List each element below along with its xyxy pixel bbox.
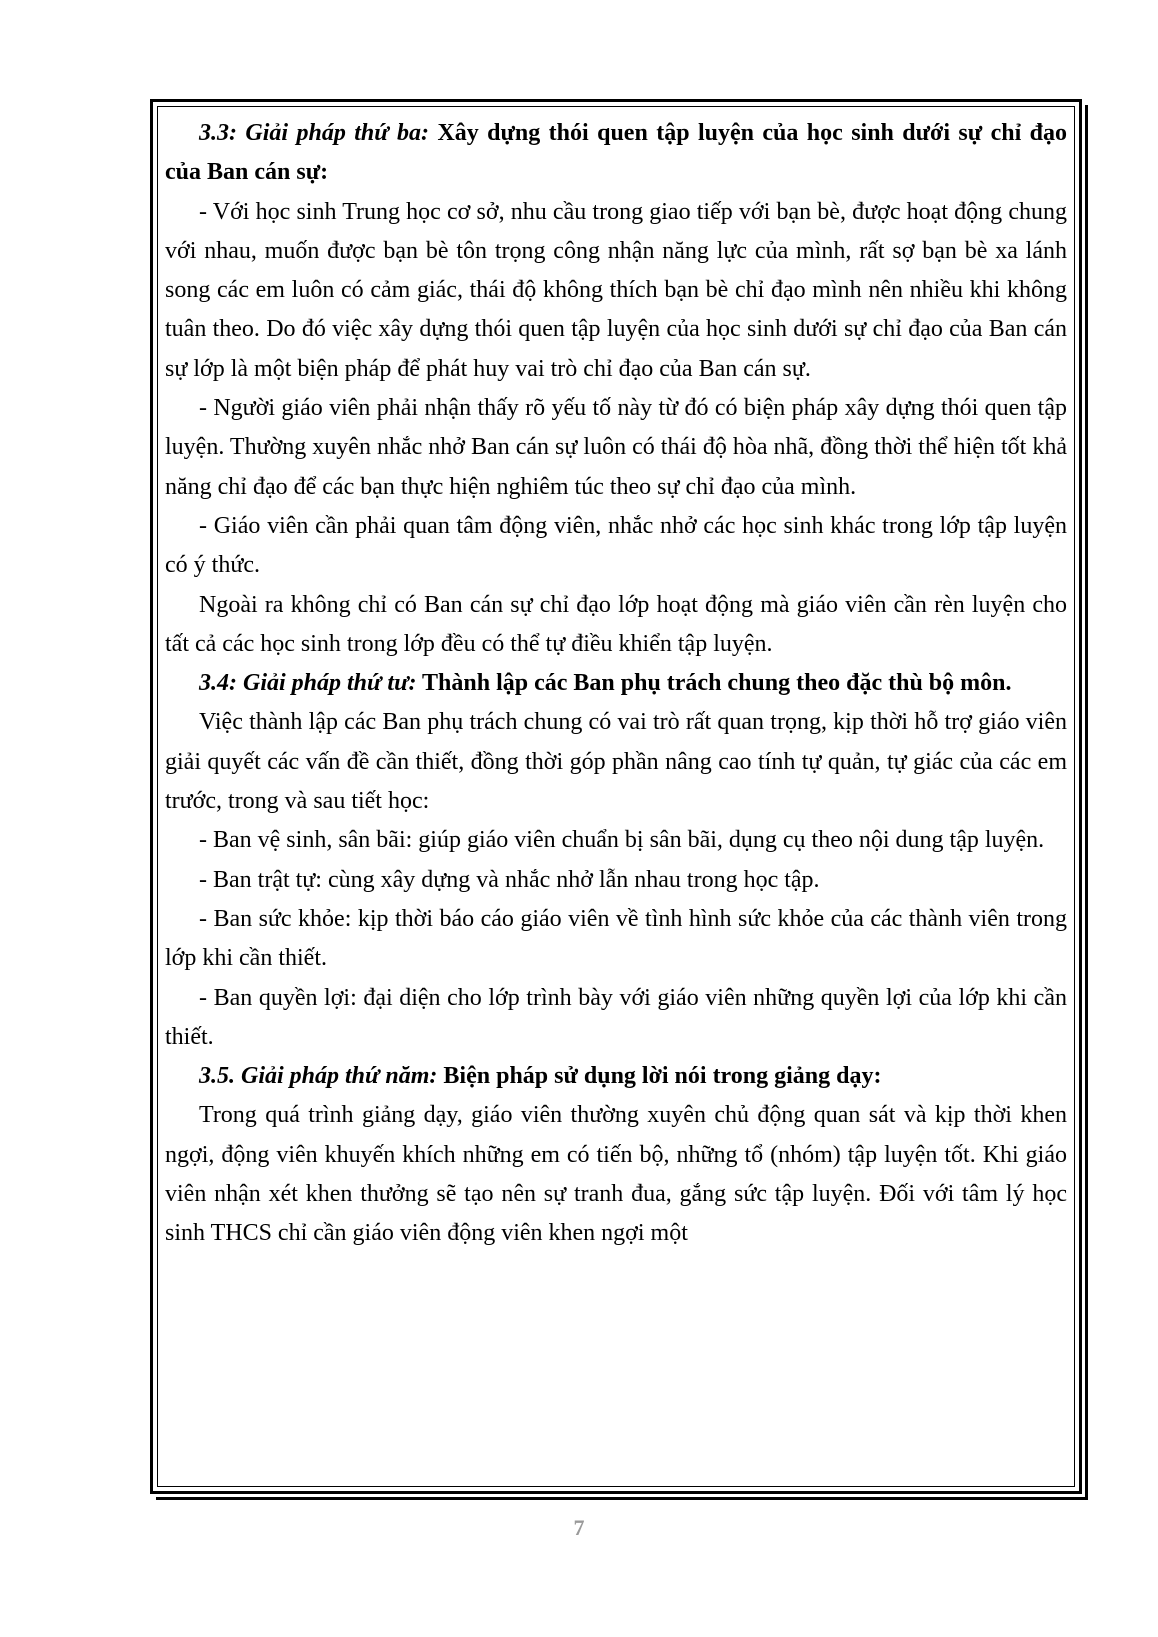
paragraph: Việc thành lập các Ban phụ trách chung có vai trò rất quan trọng, kịp thời hỗ trợ giáo viên giải quyết các vấn đề cần thiết, đồng thời góp phần nâng cao tính tự quản, tự giác của các em trước, trong và sau tiết học: xyxy=(165,709,1067,815)
heading-3-3 xyxy=(165,114,1067,193)
paragraph: Trong quá trình giảng dạy, giáo viên thường xuyên chủ động quan sát và kịp thời khen ngợi, động viên khuyến khích những em có tiến bộ, những tổ (nhóm) tập luyện tốt. Khi giáo viên nhận xét khen thưởng sẽ tạo nên sự tranh đua, gắng sức tập luyện. Đối với tâm lý học sinh THCS chỉ cần giáo viên động viên khen ngợi một xyxy=(165,1102,1067,1247)
paragraph: - Ban quyền lợi: đại diện cho lớp trình bày với giáo viên những quyền lợi của lớp khi cần thiết. xyxy=(165,984,1067,1050)
page-number: 7 xyxy=(573,1515,585,1540)
paragraph: - Ban vệ sinh, sân bãi: giúp giáo viên chuẩn bị sân bãi, dụng cụ theo nội dung tập luyện. xyxy=(199,827,1045,854)
document-body xyxy=(165,114,1067,1254)
heading-3-4-title: Thành lập các Ban phụ trách chung theo đặc thù bộ môn. xyxy=(416,670,1012,697)
heading-3-5 xyxy=(165,1057,1067,1096)
heading-3-3-title: Xây dựng thói quen tập luyện của học sinh dưới sự chỉ đạo của Ban cán sự: xyxy=(165,120,1067,186)
paragraph: - Người giáo viên phải nhận thấy rõ yếu tố này từ đó có biện pháp xây dựng thói quen tập luyện. Thường xuyên nhắc nhở Ban cán sự luôn có thái độ hòa nhã, đồng thời thể hiện tốt khả năng chỉ đạo để các bạn thực hiện nghiêm túc theo sự chỉ đạo của mình. xyxy=(165,395,1067,500)
heading-3-5-lead: 3.5. Giải pháp thứ năm: xyxy=(199,1063,438,1090)
heading-3-4-lead: 3.4: Giải pháp thứ tư: xyxy=(199,670,417,697)
heading-3-3-lead: 3.3: Giải pháp thứ ba: xyxy=(199,120,430,146)
paragraph: - Ban trật tự: cùng xây dựng và nhắc nhở lẫn nhau trong học tập. xyxy=(199,866,820,893)
heading-3-5-title: Biện pháp sử dụng lời nói trong giảng dạy: xyxy=(437,1063,882,1090)
paragraph: Ngoài ra không chỉ có Ban cán sự chỉ đạo lớp hoạt động mà giáo viên cần rèn luyện cho tất cả các học sinh trong lớp đều có thể tự điều khiển tập luyện. xyxy=(165,591,1067,657)
paragraph: - Giáo viên cần phải quan tâm động viên, nhắc nhở các học sinh khác trong lớp tập luyện có ý thức. xyxy=(165,512,1067,579)
paragraph: - Với học sinh Trung học cơ sở, nhu cầu trong giao tiếp với bạn bè, được hoạt động chung với nhau, muốn được bạn bè tôn trọng công nhận năng lực của mình, rất sợ bạn bè xa lánh song các em luôn có cảm giác, thái độ không thích bạn bè chỉ đạo mình nên nhiều khi không tuân theo. Do đó việc xây dựng thói quen tập luyện của học sinh dưới sự chỉ đạo của Ban cán sự lớp là một biện pháp để phát huy vai trò chỉ đạo của Ban cán sự. xyxy=(165,198,1067,382)
paragraph: - Ban sức khỏe: kịp thời báo cáo giáo viên về tình hình sức khỏe của các thành viên trong lớp khi cần thiết. xyxy=(165,905,1067,972)
heading-3-4 xyxy=(165,664,1067,703)
